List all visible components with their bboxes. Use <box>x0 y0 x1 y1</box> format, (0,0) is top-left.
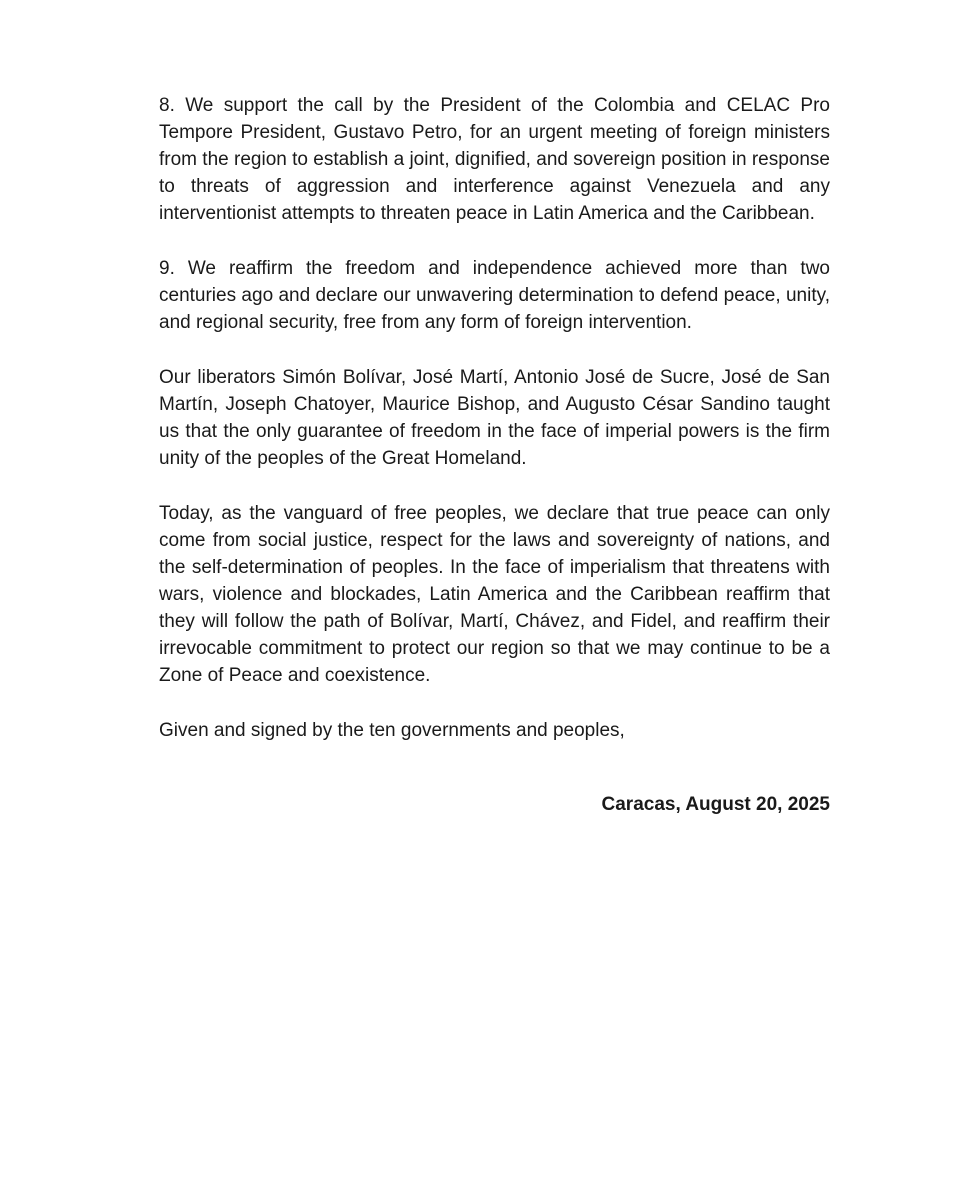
document-body <box>159 92 830 818</box>
paragraph-signed-by: Given and signed by the ten governments and peoples, <box>159 720 625 741</box>
paragraph-vanguard: Today, as the vanguard of free peoples, we declare that true peace can only come from social justice, respect for the laws and sovereignty of nations, and the self-determination of peoples. In the face of imperialism that threatens with wars, violence and blockades, Latin America and the Caribbean reaffirm that they will follow the path of Bolívar, Martí, Chávez, and Fidel, and reaffirm their irrevocable commitment to protect our region so that we may continue to be a Zone of Peace and coexistence. <box>159 503 830 686</box>
paragraph-liberators: Our liberators Simón Bolívar, José Martí, Antonio José de Sucre, José de San Martín, Joseph Chatoyer, Maurice Bishop, and Augusto César Sandino taught us that the only guarantee of freedom in the face of imperial powers is the firm unity of the peoples of the Great Homeland. <box>159 367 830 469</box>
place-and-date: Caracas, August 20, 2025 <box>601 794 830 815</box>
paragraph-8: 8. We support the call by the President of the Colombia and CELAC Pro Tempore President, Gustavo Petro, for an urgent meeting of foreign ministers from the region to establish a joint, dignified, and sovereign position in response to threats of aggression and interference against Venezuela and any interventionist attempts to threaten peace in Latin America and the Caribbean. <box>159 95 830 224</box>
paragraph-9: 9. We reaffirm the freedom and independence achieved more than two centuries ago and declare our unwavering determination to defend peace, unity, and regional security, free from any form of foreign intervention. <box>159 258 830 333</box>
